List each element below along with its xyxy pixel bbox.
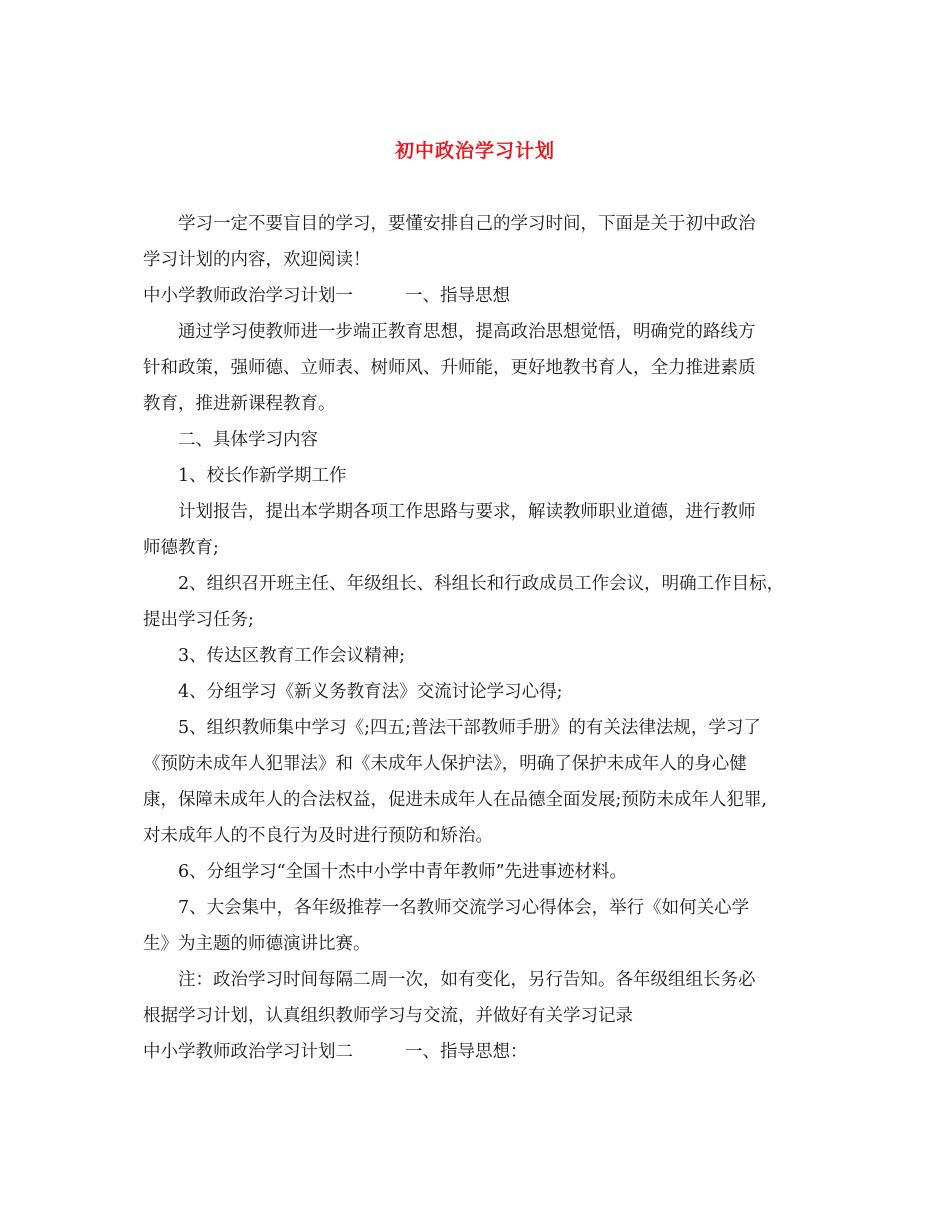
paragraph-line: 注：政治学习时间每隔二周一次，如有变化，另行告知。各年级组组长务必 bbox=[178, 970, 756, 990]
paragraph-line: 康，保障未成年人的合法权益，促进未成年人在品德全面发展;预防未成年人犯罪, bbox=[143, 790, 767, 810]
document-body bbox=[143, 206, 813, 1070]
paragraph-line: 3、传达区教育工作会议精神; bbox=[178, 646, 406, 666]
paragraph-line: 提出学习任务; bbox=[143, 610, 254, 630]
paragraph-line: 对未成年人的不良行为及时进行预防和矫治。 bbox=[143, 826, 493, 846]
paragraph-line: 二、具体学习内容 bbox=[178, 430, 318, 450]
paragraph-line: 学习一定不要盲目的学习，要懂安排自己的学习时间，下面是关于初中政治 bbox=[178, 214, 756, 234]
paragraph-line: 2、组织召开班主任、年级组长、科组长和行政成员工作会议，明确工作目标， bbox=[178, 574, 785, 594]
paragraph-line: 4、分组学习《新义务教育法》交流讨论学习心得; bbox=[178, 682, 563, 702]
paragraph-line: 6、分组学习“全国十杰中小学中青年教师”先进事迹材料。 bbox=[178, 862, 628, 882]
paragraph-line: 生》为主题的师德演讲比赛。 bbox=[143, 934, 371, 954]
paragraph-line: 通过学习使教师进一步端正教育思想，提高政治思想觉悟，明确党的路线方 bbox=[178, 322, 756, 342]
section-heading bbox=[143, 278, 813, 314]
section-heading-subtitle: 一、指导思想 bbox=[405, 286, 510, 306]
section-heading-title: 中小学教师政治学习计划一 bbox=[143, 286, 353, 306]
paragraph-line: 教育，推进新课程教育。 bbox=[143, 394, 336, 414]
section-heading-title: 中小学教师政治学习计划二 bbox=[143, 1042, 353, 1062]
section-heading-subtitle: 一、指导思想： bbox=[405, 1042, 528, 1062]
paragraph-line: 1、校长作新学期工作 bbox=[178, 466, 347, 486]
paragraph-line: 计划报告，提出本学期各项工作思路与要求，解读教师职业道德，进行教师 bbox=[178, 502, 756, 522]
paragraph-line: 根据学习计划，认真组织教师学习与交流，并做好有关学习记录 bbox=[143, 1006, 633, 1026]
paragraph-line: 《预防未成年人犯罪法》和《未成年人保护法》，明确了保护未成年人的身心健 bbox=[143, 754, 747, 774]
paragraph-line: 5、组织教师集中学习《;四五;普法干部教师手册》的有关法律法规，学习了 bbox=[178, 718, 761, 738]
paragraph-line: 7、大会集中，各年级推荐一名教师交流学习心得体会，举行《如何关心学 bbox=[178, 898, 750, 918]
section-heading bbox=[143, 1034, 813, 1070]
paragraph-line: 学习计划的内容，欢迎阅读！ bbox=[143, 250, 371, 270]
paragraph-line: 针和政策，强师德、立师表、树师风、升师能，更好地教书育人，全力推进素质 bbox=[143, 358, 756, 378]
document-title: 初中政治学习计划 bbox=[394, 140, 555, 162]
paragraph-line: 师德教育; bbox=[143, 538, 219, 558]
